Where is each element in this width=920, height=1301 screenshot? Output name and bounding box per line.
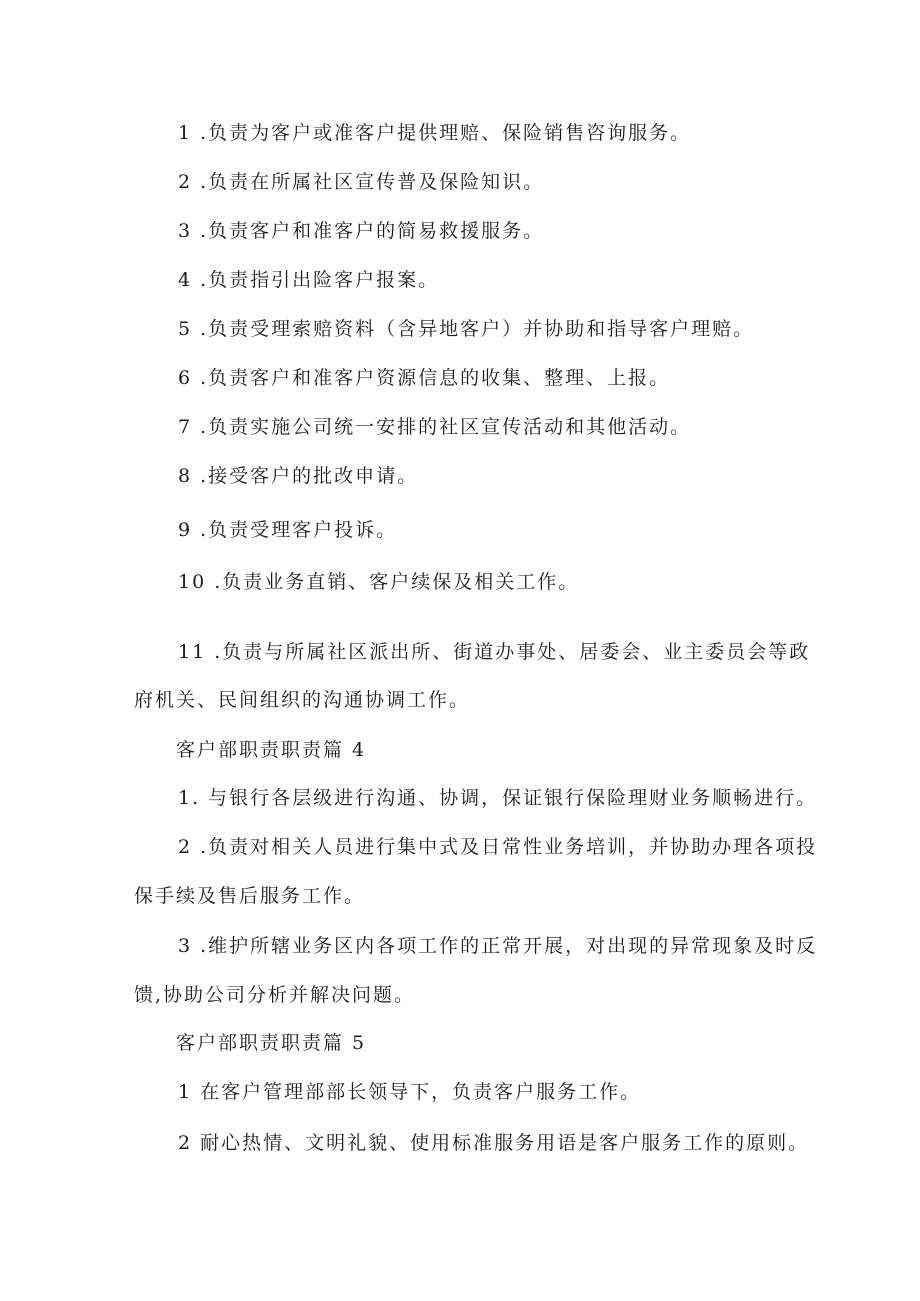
- list-item: 5 .负责受理索赔资料（含异地客户）并协助和指导客户理赔。: [178, 318, 755, 340]
- list-item: 9 .负责受理客户投诉。: [178, 519, 398, 541]
- list-item: 3 .负责客户和准客户的简易救援服务。: [178, 220, 545, 242]
- list-item: 1. 与银行各层级进行沟通、协调，保证银行保险理财业务顺畅进行。: [178, 787, 818, 809]
- section-heading-4: 客户部职责职责篇 4: [176, 739, 367, 761]
- list-item: 10 .负责业务直销、客户续保及相关工作。: [178, 571, 580, 593]
- list-item-3-line2: 馈,协助公司分析并解决问题。: [134, 984, 416, 1006]
- list-item: 8 .接受客户的批改申请。: [178, 465, 419, 487]
- list-item-2-line2: 保手续及售后服务工作。: [134, 885, 366, 907]
- section-heading-5: 客户部职责职责篇 5: [176, 1032, 367, 1054]
- list-item-3-line1: 3 .维护所辖业务区内各项工作的正常开展，对出现的异常现象及时反: [178, 935, 818, 957]
- list-item-11-line1: 11 .负责与所属社区派出所、街道办事处、居委会、业主委员会等政: [178, 641, 811, 663]
- list-item: 2 .负责在所属社区宣传普及保险知识。: [178, 171, 545, 193]
- list-item-2-line1: 2 .负责对相关人员进行集中式及日常性业务培训，并协助办理各项投: [178, 836, 818, 858]
- list-item-11-line2: 府机关、民间组织的沟通协调工作。: [134, 689, 471, 711]
- list-item: 1 .负责为客户或准客户提供理赔、保险销售咨询服务。: [178, 122, 692, 144]
- list-item: 1 在客户管理部部长领导下，负责客户服务工作。: [178, 1081, 642, 1103]
- list-item: 6 .负责客户和准客户资源信息的收集、整理、上报。: [178, 367, 671, 389]
- list-item: 4 .负责指引出险客户报案。: [178, 269, 440, 291]
- list-item: 7 .负责实施公司统一安排的社区宣传活动和其他活动。: [178, 416, 692, 438]
- list-item: 2 耐心热情、文明礼貌、使用标准服务用语是客户服务工作的原则。: [178, 1132, 810, 1154]
